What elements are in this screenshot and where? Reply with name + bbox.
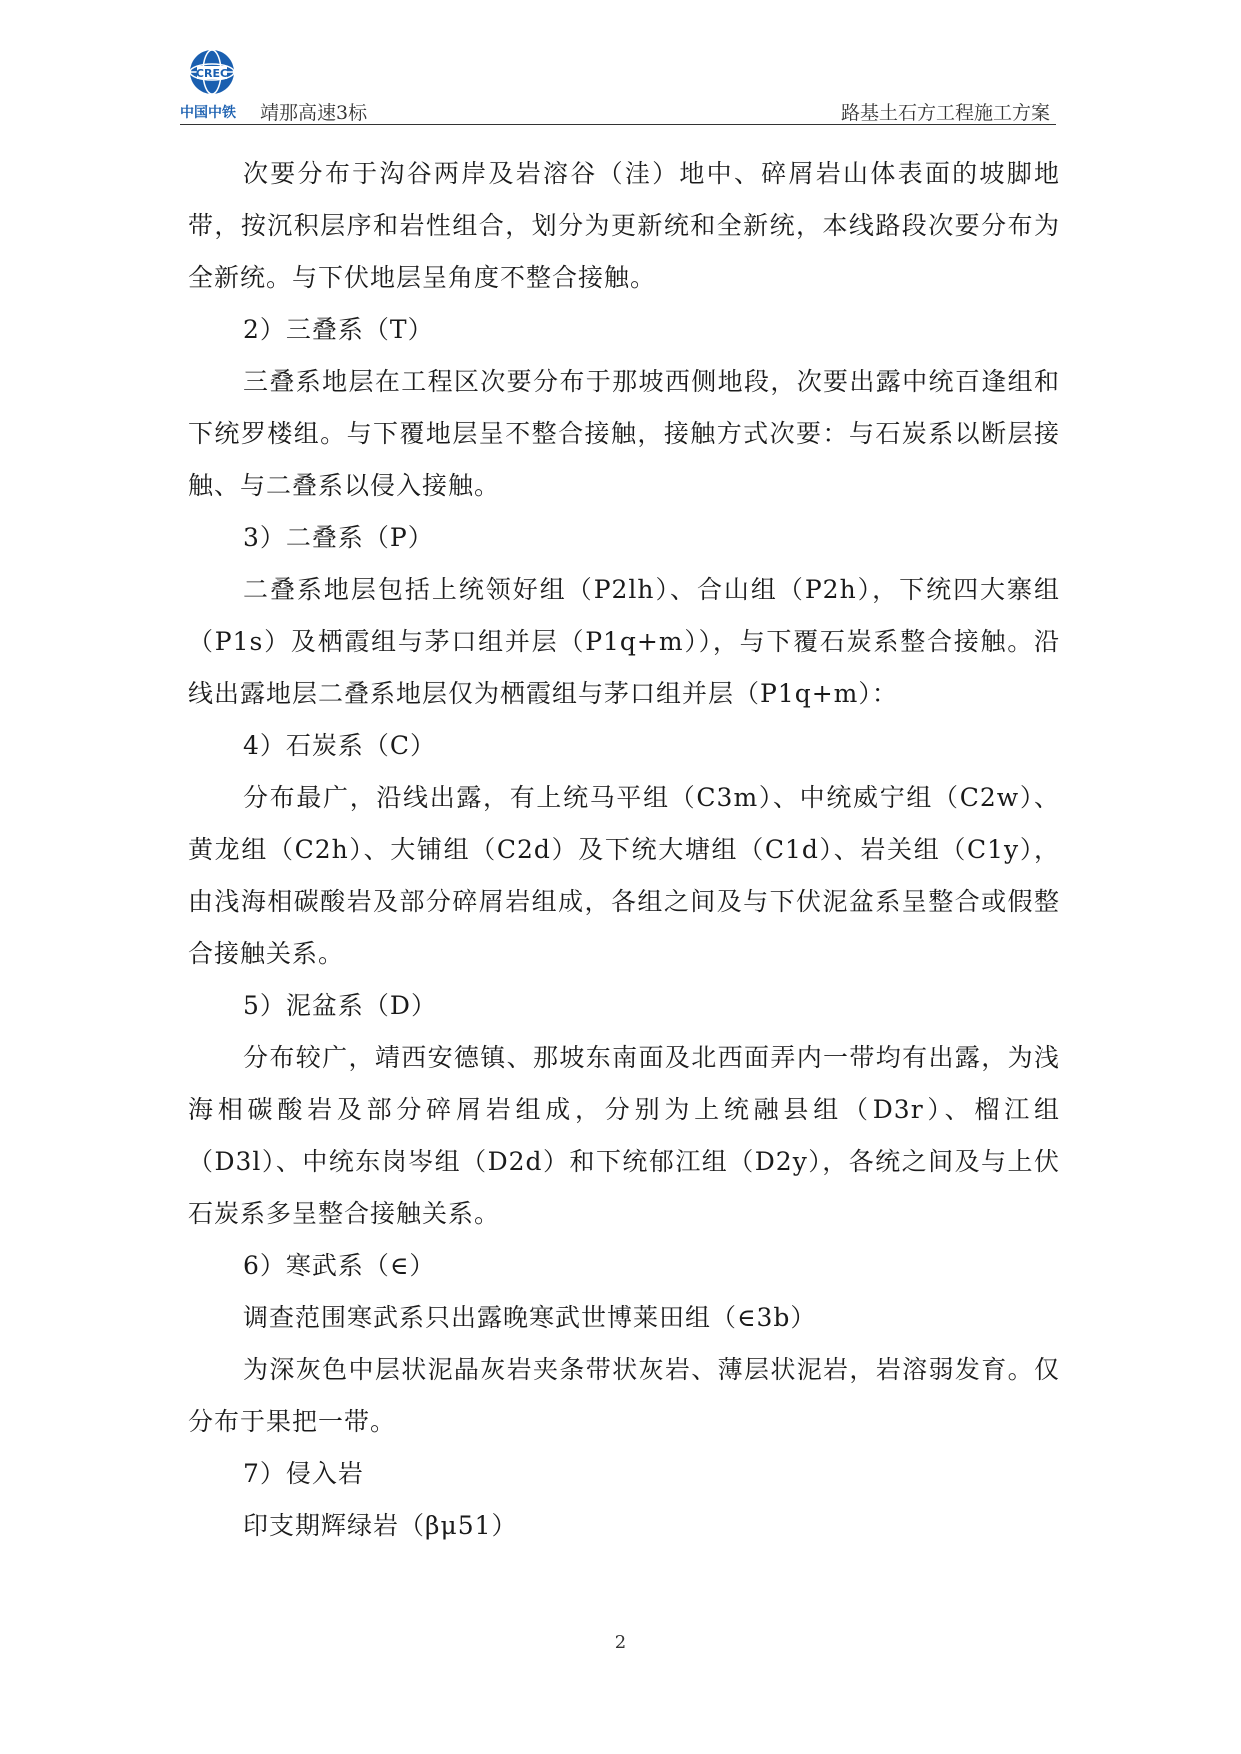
project-name: 靖那高速3标 [260,102,368,124]
logo-text: 中国中铁 [180,105,236,121]
paragraph: 印支期辉绿岩（βμ51） [243,1511,518,1540]
section-heading: 4）石炭系（C） [243,731,437,760]
paragraph: 次要分布于沟谷两岸及岩溶谷（洼）地中、碎屑岩山体表面的坡脚地带，按沉积层序和岩性组合，划分为更新统和全新统，本线路段次要分布为全新统。与下伏地层呈角度不整合接触。 [188,159,1060,292]
paragraph: 分布较广，靖西安德镇、那坡东南面及北西面弄内一带均有出露，为浅海相碳酸岩及部分碎屑岩组成，分别为上统融县组（D3r）、榴江组（D3l）、中统东岗岑组（D2d）和下统郁江组（D2y），各统之间及与上伏石炭系多呈整合接触关系。 [188,1043,1060,1228]
page-number: 2 [614,1632,627,1653]
paragraph: 调查范围寒武系只出露晚寒武世博莱田组（∈3b） [243,1303,817,1332]
section-heading: 3）二叠系（P） [243,523,434,552]
document-body [188,148,1060,1552]
section-heading: 2）三叠系（T） [243,315,434,344]
page-header [180,48,1056,124]
paragraph: 为深灰色中层状泥晶灰岩夹条带状灰岩、薄层状泥岩，岩溶弱发育。仅分布于果把一带。 [188,1355,1060,1436]
paragraph: 二叠系地层包括上统领好组（P2lh）、合山组（P2h），下统四大寨组（P1s）及栖霞组与茅口组并层（P1q+m）），与下覆石炭系整合接触。沿线出露地层二叠系地层仅为栖霞组与茅口组并层（P1q+m）： [188,575,1060,708]
header-divider [180,124,1056,125]
paragraph: 三叠系地层在工程区次要分布于那坡西侧地段，次要出露中统百逢组和下统罗楼组。与下覆地层呈不整合接触，接触方式次要：与石炭系以断层接触、与二叠系以侵入接触。 [188,367,1060,500]
section-heading: 7）侵入岩 [243,1459,364,1488]
paragraph: 分布最广，沿线出露，有上统马平组（C3m）、中统威宁组（C2w）、黄龙组（C2h）、大铺组（C2d）及下统大塘组（C1d）、岩关组（C1y），由浅海相碳酸岩及部分碎屑岩组成，各组之间及与下伏泥盆系呈整合或假整合接触关系。 [188,783,1060,968]
section-heading: 6）寒武系（∈） [243,1251,436,1280]
crec-globe-icon [183,48,241,98]
crec-logo [180,48,250,124]
section-heading: 5）泥盆系（D） [243,991,437,1020]
svg-text:CREC: CREC [195,67,229,80]
document-title: 路基土石方工程施工方案 [840,102,1050,124]
